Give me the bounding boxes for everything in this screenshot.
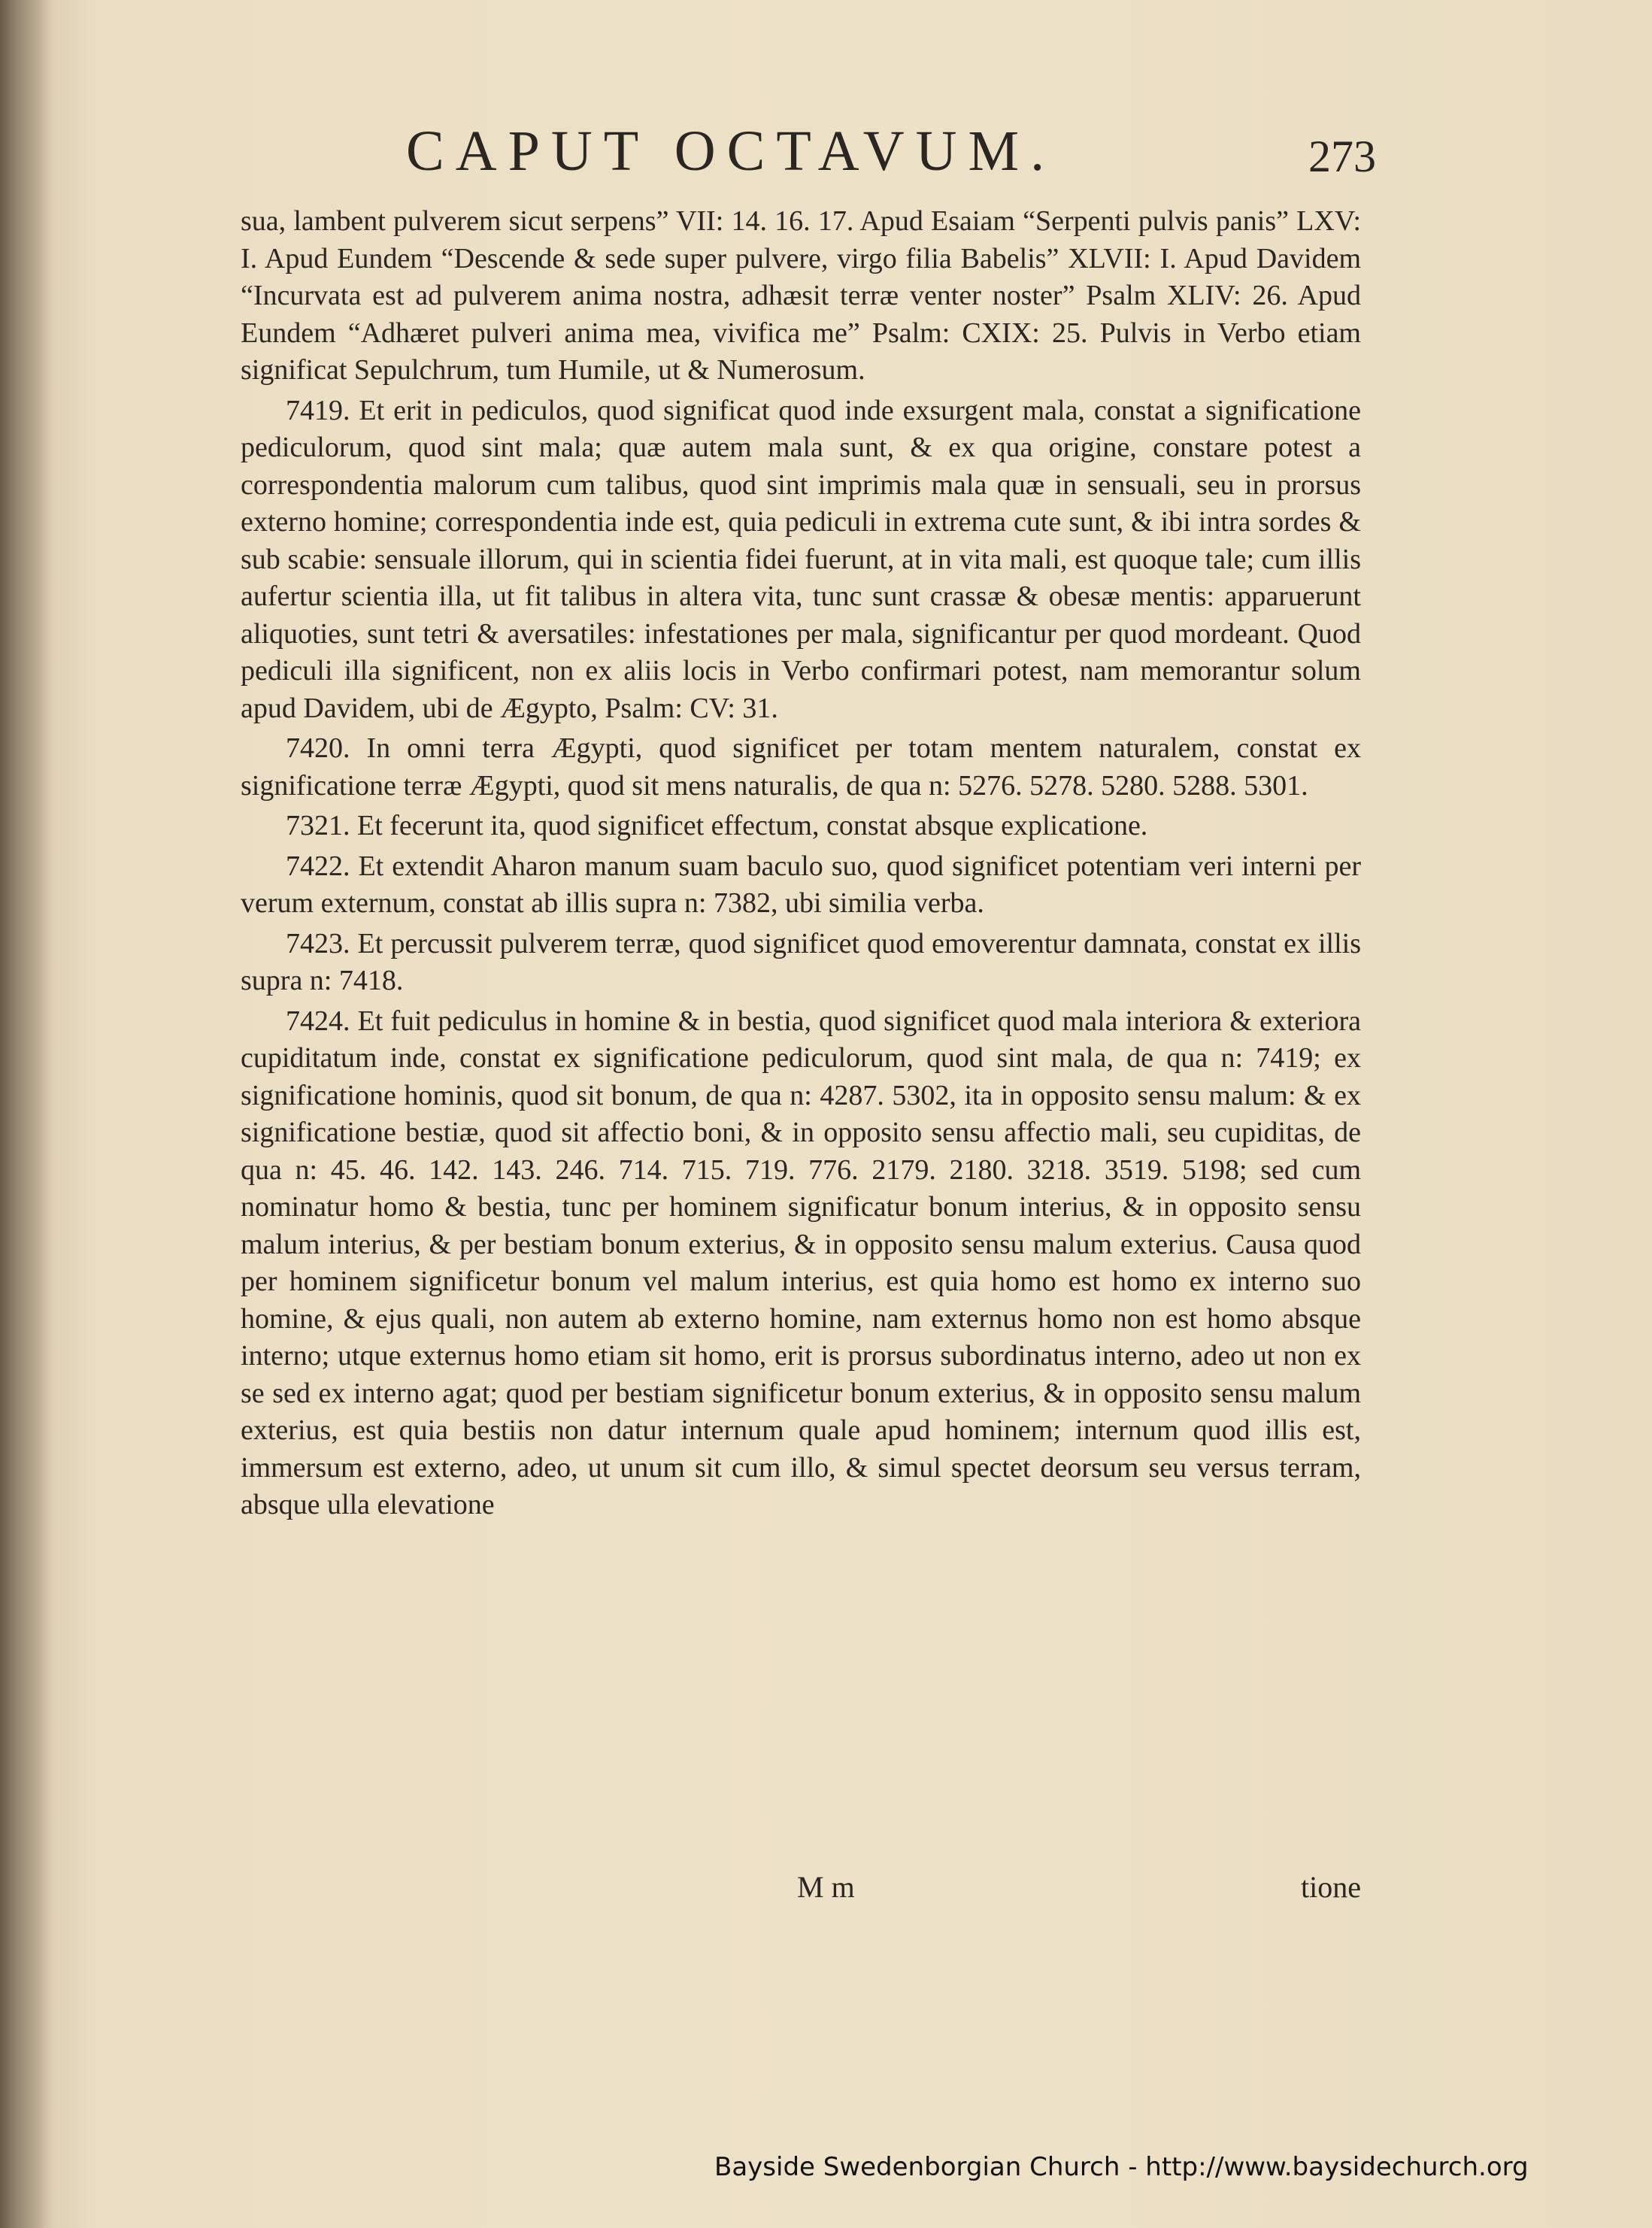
paragraph-7419: 7419. Et erit in pediculos, quod significat quod inde exsurgent mala, constat a significatione pediculorum, quod sint mala; quæ autem mala sunt, & ex qua origine, constare potest a correspondentia malorum cum talibus, quod sint imprimis mala quæ in sensuali, seu in prorsus externo homine; correspondentia inde est, quia pediculi in extrema cute sunt, & ibi intra sordes & sub scabie: sensuale illorum, qui in scientia fidei fuerunt, at in vita mali, est quoque tale; cum illis aufertur scientia illa, ut fit talibus in altera vita, tunc sunt crassæ & obesæ mentis: apparuerunt aliquoties, sunt tetri & aversatiles: infestationes per mala, significantur per quod mordeant. Quod pediculi illa significent, non ex aliis locis in Verbo confirmari potest, nam memorantur solum apud Davidem, ubi de Ægypto, Psalm: CV: 31. bbox=[241, 394, 1361, 724]
paragraph-7422: 7422. Et extendit Aharon manum suam baculo suo, quod significet potentiam veri interni per verum externum, constat ab illis supra n: 7382, ubi similia verba. bbox=[241, 850, 1361, 919]
running-title: CAPUT OCTAVUM. bbox=[406, 120, 1056, 183]
watermark-text: Bayside Swedenborgian Church - http://www.baysidechurch.org bbox=[714, 2152, 1529, 2182]
catchword: tione bbox=[1301, 1870, 1361, 1904]
paragraph-7420: 7420. In omni terra Ægypti, quod significet per totam mentem naturalem, constat ex significatione terræ Ægypti, quod sit mens naturalis, de qua n: 5276. 5278. 5280. 5288. 5301. bbox=[241, 732, 1361, 802]
paragraph-7321: 7321. Et fecerunt ita, quod significet effectum, constat absque explicatione. bbox=[286, 810, 1148, 841]
paragraph-7424: 7424. Et fuit pediculus in homine & in bestia, quod significet quod mala interiora & exteriora cupiditatum inde, constat ex significatione pediculorum, quod sint mala, de qua n: 7419; ex significatione hominis, quod sit bonum, de qua n: 4287. 5302, ita in opposito sensu malum: & ex significatione bestiæ, quod sit affectio boni, & in opposito sensu affectio mali, seu cupiditas, de qua n: 45. 46. 142. 143. 246. 714. 715. 719. 776. 2179. 2180. 3218. 3519. 5198; sed cum nominatur homo & bestia, tunc per hominem significatur bonum interius, & in opposito sensu malum interius, & per bestiam bonum exterius, & in opposito sensu malum exterius. Causa quod per hominem significetur bonum vel malum interius, est quia homo est homo ex interno suo homine, & ejus quali, non autem ab externo homine, nam externus homo non est homo absque interno; utque externus homo etiam sit homo, erit is prorsus subordinatus interno, adeo ut non ex se sed ex interno agat; quod per bestiam significetur bonum exterius, & in opposito sensu malum exterius, est quia bestiis non datur internum quale apud hominem; internum quod illis est, immersum est externo, adeo, ut unum sit cum illo, & simul spectet deorsum seu versus terram, absque ulla elevatione bbox=[241, 1005, 1361, 1520]
page-footer bbox=[241, 1869, 1361, 1907]
paragraph-continuation: sua, lambent pulverem sicut serpens” VII: 14. 16. 17. Apud Esaiam “Serpenti pulvis panis” LXV: I. Apud Eundem “Descende & sede super pulvere, virgo filia Babelis” XLVII: I. Apud Davidem “Incurvata est ad pulverem anima nostra, adhæsit terræ venter noster” Psalm XLIV: 26. Apud Eundem “Adhæret pulveri anima mea, vivifica me” Psalm: CXIX: 25. Pulvis in Verbo etiam significat Sepulchrum, tum Humile, ut & Numerosum. bbox=[241, 205, 1361, 386]
page-body bbox=[241, 203, 1361, 1527]
paragraph-7423: 7423. Et percussit pulverem terræ, quod significet quod emoverentur damnata, constat ex illis supra n: 7418. bbox=[241, 927, 1361, 996]
book-spine-shadow bbox=[0, 0, 53, 2228]
page-header bbox=[248, 119, 1376, 186]
page-number: 273 bbox=[1308, 132, 1376, 181]
signature-mark: M m bbox=[797, 1870, 855, 1904]
